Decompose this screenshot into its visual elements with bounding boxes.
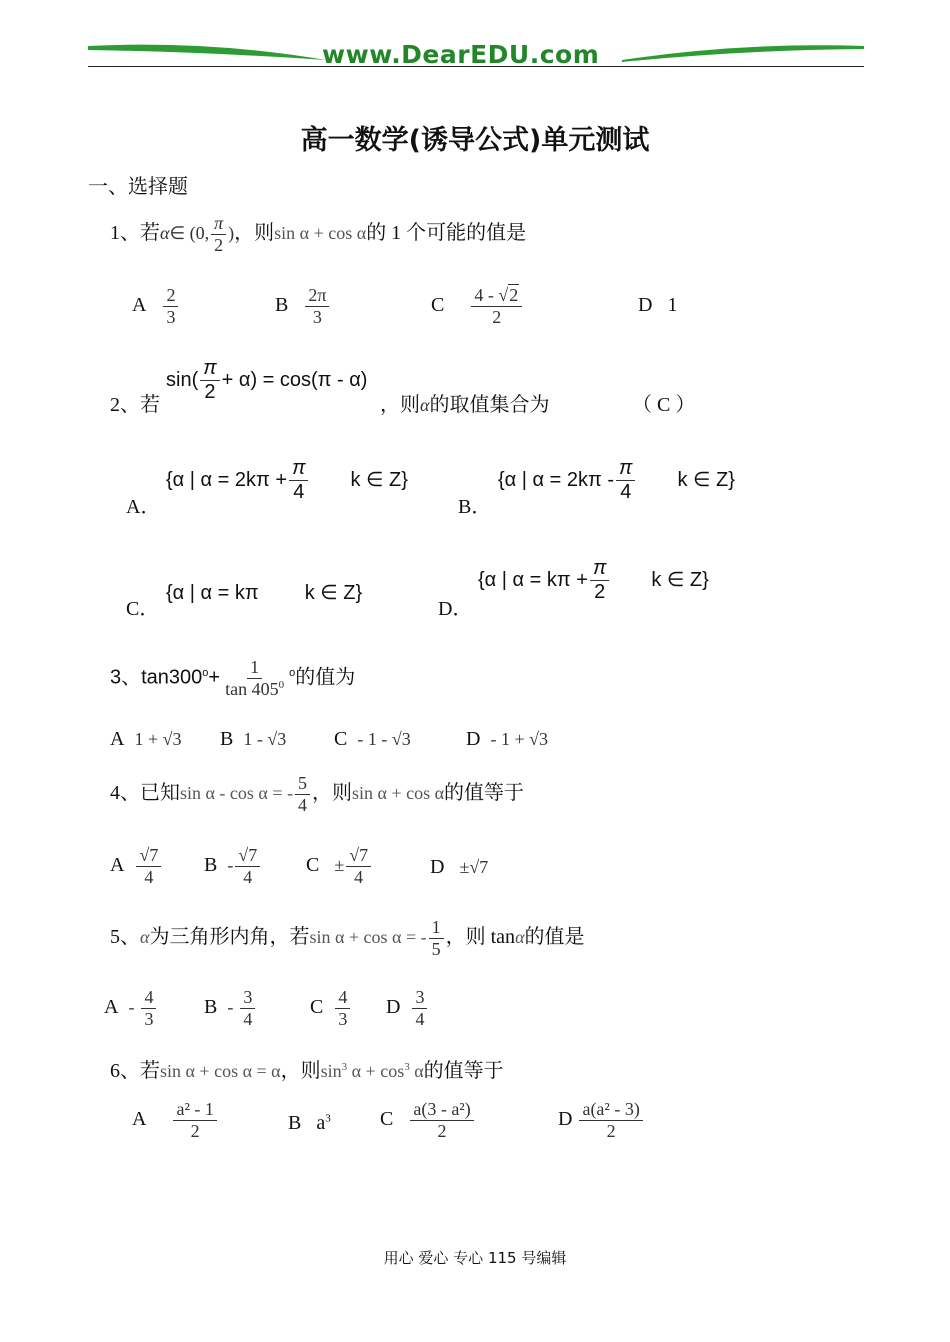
q4-option-a: A $\frac{√7}{4}$	[110, 846, 163, 887]
q2-option-b-label: B．	[458, 496, 492, 518]
q2-text: ，则α的取值集合为	[380, 394, 550, 416]
q1-then: ，则	[234, 221, 275, 244]
header-swoosh-left	[88, 38, 328, 68]
q2-option-a: {α | α = 2kπ + $\frac{\pi}{4}$ k ∈ Z}	[166, 457, 408, 503]
q5-option-c: C $\frac{4}{3}$	[310, 988, 352, 1029]
q1-option-d: D 1	[638, 294, 678, 316]
q2-option-a-label: A．	[126, 496, 161, 518]
q3-option-b: B 1 - √3	[220, 728, 287, 750]
q5-option-b: B - $\frac{3}{4}$	[204, 988, 257, 1029]
q2-option-d-label: D．	[438, 598, 473, 620]
section-heading: 一、选择题	[88, 176, 188, 198]
q2-option-b: {α | α = 2kπ - $\frac{\pi}{4}$ k ∈ Z}	[498, 457, 735, 503]
q1-option-b: B $\frac{2\pi}{3}$	[275, 286, 331, 327]
q6-option-c: C $\frac{\text{a(3 - a²)}}{2}$	[380, 1100, 476, 1141]
question-5: 5、α为三角形内角，若sin α + cos α = - $\frac{1}{5}$ ，则 tanα的值是	[110, 917, 585, 959]
q1-expression: sin α + cos α	[274, 222, 367, 243]
q1-interval-end: )	[228, 222, 235, 243]
q1-pi-over-2: $\frac{\pi}{2}$	[211, 214, 226, 255]
header-rule	[88, 66, 864, 67]
q1-alpha: α	[160, 222, 170, 243]
q1-interval-start: ∈ (0,	[169, 222, 210, 243]
question-6: 6、若sin α + cos α = α，则$\sin^3 \alpha + \cos^3 \alpha$的值等于	[110, 1060, 504, 1082]
q3-option-c: C - 1 - √3	[334, 728, 411, 750]
q6-option-d: D $\frac{\text{a(a² - 3)}}{2}$	[558, 1100, 645, 1141]
question-1	[110, 214, 526, 255]
q1-tail: 的 1 个可能的值是	[366, 221, 527, 244]
q2-option-d: {α | α = kπ + $\frac{\pi}{2}$ k ∈ Z}	[478, 557, 709, 603]
q1-option-c: C $\frac{4 - √2}{2}$	[431, 286, 524, 327]
q2-condition-expression: sin( $\frac{\pi}{2}$ + α) = cos(π - α)	[166, 357, 368, 403]
page-title: 高一数学(诱导公式)单元测试	[300, 125, 650, 156]
q4-option-b: B - $\frac{√7}{4}$	[204, 846, 262, 887]
q6-option-a: A $\frac{\text{a² - 1}}{2}$	[132, 1100, 219, 1141]
header-swoosh-right	[622, 38, 864, 68]
question-3: 3、$\tan 300^o+$ $\frac{1}{\tan 405^0}$ $^o$的值为	[110, 657, 356, 699]
q2-option-c-label: C．	[126, 598, 160, 620]
q6-option-b: B $a^3$	[288, 1112, 331, 1134]
q3-option-a: A 1 + √3	[110, 728, 182, 750]
q2-label: 2、若	[110, 394, 160, 416]
q5-option-d: D $\frac{3}{4}$	[386, 988, 429, 1029]
q2-answer: （ C ）	[632, 394, 696, 416]
q1-option-a: A $\frac{2}{3}$	[132, 286, 180, 327]
q4-option-d: D ±√7	[430, 856, 489, 878]
question-4: 4、已知sin α - cos α = - $\frac{5}{4}$ ，则sin α + cos α的值等于	[110, 773, 525, 815]
q3-option-d: D - 1 + √3	[466, 728, 548, 750]
page-footer: 用心 爱心 专心 115 号编辑	[383, 1249, 567, 1267]
site-logo-text: www.DearEDU.com	[322, 40, 600, 69]
q4-option-c: C ± $\frac{√7}{4}$	[306, 846, 373, 887]
q2-option-c: {α | α = kπ k ∈ Z}	[166, 582, 363, 604]
q1-label: 1、若	[110, 221, 160, 244]
q5-option-a: A - $\frac{4}{3}$	[104, 988, 158, 1029]
